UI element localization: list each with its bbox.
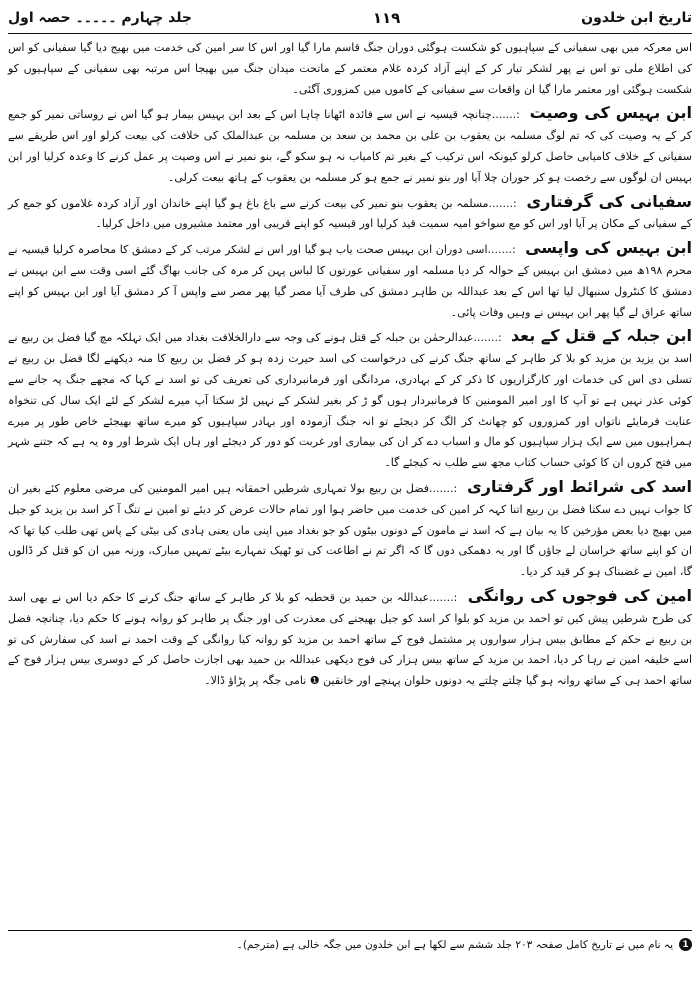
header-rule (8, 33, 692, 34)
paragraph-3-text: :.......مسلمہ بن یعقوب بنو نمیر کی بیعت کرنے سے باغ باغ ہو گیا اپنے خاندان اور آزاد کردہ غلاموں کو جمع کر کے سفیانی کے مکان پر آیا اور اس کو مع سواخو امیہ سمیت قید کرلیا اور قیسیہ کو اپنے قریبی اور معتمد مشیروں میں داخل کرلیا۔ (8, 196, 692, 231)
paragraph-5-text: :.......عبدالرحمٰن بن جبلہ کے قتل ہونے کی وجہ سے دارالخلافت بغداد میں ایک تہلکہ مچ گیا فضل بن ربیع نے اسد بن یزید بن مزید کو بلا کر طاہر کے ساتھ جنگ کرنے کی درخواست کی اسد حیرت زدہ ہو کر فضل بن ربیع کا منہ دیکھنے لگا فضل بن ربیع نے تسلی دی اس کی خدمات اور کارگزاریوں کا ذکر کر کے بہادری، مردانگی اور فرمانبرداری کی تعریف کی تو اسد نے کہا کہ مجھے جنگ پہ جانے سے کوئی عذر نہیں ہے تو آپ کا اور امیر المومنین کا فرمانبردار ہوں گو ڑ کر بغیر لشکر کے نہیں لڑ سکتا آپ میرے لشکر کے لئے ایک سال کی تنخواہ عنایت فرمایئے ناتواں اور کمزوروں کو چھانٹ کر الگ کر دیجئے تو انہ جنگ آزمودہ اور بہادر سپاہیوں کو میرے ساتھ بھیجئے خاص طور پر میرے ہمراہیوں میں سے ایک ہزار سپاہیوں کو مال و اسباب دے کر ان کی بیماری اور غربت کو دور کر دیجئے اور ہاں ایک شرط اور وہ یہ ہے کہ جتنے شہر میں فتح کروں ان کا کوئی حساب کتاب مجھ سے طلب نہ کیجئے گا۔ (8, 331, 692, 470)
section-heading-ibn-bahis-will: ابن بہیس کی وصیت (529, 103, 693, 123)
paragraph-2-text: :.......چنانچہ قیسیہ نے اس سے فائدہ اٹھانا چاہا اس کے بعد ابن بہیس بیمار ہو گیا اس نے روساتی نمیر کو جمع کر کے یہ وصیت کی کہ تم لوگ مسلمہ بن یعقوب بن علی بن محمد بن سعد بن مسلمہ بن عبدالملک کی خلافت کی بیعت کرلو اور اس طریقے سے سفیانی کے خلاف کامیابی حاصل کرلو کیونکہ اس ترکیب کے بغیر تم کامیاب نہ ہو سکو گے، بنو نمیر نے اس وصیت پر عمل کرنے کا وعدہ کرلیا اور ابن بہیس ان لوگوں سے رخصت ہو کر حوران چلا آیا اور بنو نمیر نے جمع ہو کر مسلمہ بن یعقوب کے ہاتھ بیعت کرلی۔ (8, 108, 692, 184)
section-heading-after-ibn-jabala: ابن جبلہ کے قتل کے بعد (510, 326, 693, 346)
footnote (8, 938, 692, 951)
section-heading-ibn-bahis-return: ابن بہیس کی واپسی (525, 238, 693, 258)
page-number: ۱۱۹ (372, 9, 401, 27)
paragraph-7-text: :.......عبداللہ بن حمید بن قحطبہ کو بلا کر طاہر کے ساتھ جنگ کرنے کا حکم دیا اس نے بھی اسد کی طرح شرطیں پیش کیں تو احمد بن مزید کو بلوا کر اسد کو جیل بھیجنے کی معذرت کی اور جنگ پر طاہر کو روانہ ہونے کا حکم دیا، چنانچہ فضل بن ربیع نے حکم کے مطابق بیس ہزار سواروں پر مشتمل فوج کے ساتھ احمد بن مزید کو روانہ کیا روانگی کے وقت احمد نے اسد کی سفارش کی تو اسے خلیفہ امین نے رہا کر دیا، احمد بن مزید کے ساتھ بیس ہزار کی فوج دیکھی عبداللہ بن حمید بھی اجازت حاصل کر کے دوسری بیس ہزار فوج کے ساتھ احمد ہی کے ساتھ روانہ ہو گیا چلتے چلتے یہ دونوں حلوان پہنچے اور خانقین ❶ نامی جگہ پر پڑاؤ ڈالا۔ (8, 590, 692, 688)
page-body (8, 38, 692, 695)
paragraph-1-text: اس معرکہ میں بھی سفیانی کے سپاہیوں کو شکست ہوگئی دوران جنگ قاسم مارا گیا اور اس کا سر امین کی خدمت میں بھیج دیا گیا سفیانی کو اس کی اطلاع ملی تو اس نے پھر لشکر تیار کر کے اپنے آزاد کردہ غلام معتمر کے ماتحت میدان جنگ میں بھیجا اس مرتبہ بھی سفیانی کے سپاہیوں کو شکست ہوگئی اور معتمر مارا گیا ان واقعات سے سفیانی کے کاموں میں کمزوری آگئی۔ (8, 41, 692, 96)
footnote-marker: 1 (679, 938, 692, 951)
paragraph-7 (8, 586, 692, 692)
section-heading-sufyani-arrest: سفیانی کی گرفتاری (526, 191, 693, 211)
footnote-rule (8, 930, 692, 931)
footnote-text: یہ نام میں نے تاریخ کامل صفحہ ۲۰۳ جلد ششم سے لکھا ہے ابن خلدون میں جگہ خالی ہے (مترجم)۔ (236, 938, 673, 951)
paragraph-6-text: :.......فضل بن ربیع بولا تمہاری شرطیں احمقانہ ہیں امیر المومنین کی مرضی معلوم کئے بغیر ان کا جواب نہیں دے سکتا فضل بن ربیع اتنا کہہ کر امین کی خدمت میں حاضر ہوا اور تمام حالات عرض کر دیئے تو امین نے تنگ آ کر اسد بن یزید کو جیل میں بھیج دیا بعض مؤرخین کا یہ بیان ہے کہ اسد نے مامون کے دونوں بیٹوں کو جو بغداد میں اپنی ماں یعنی ہادی کی بیٹی کے پاس تھی طلب کیا تھا کہ ان کو اپنے ساتھ خراسان لے جاؤں گا اور یہ دھمکی دوں گا کہ اگر تم نے اطاعت کی تو ٹھیک تمہارے بیٹے تمہیں مبارک، ورنہ میں ان کو قتل کر ڈالوں گا، امین نے غضبناک ہو کر قید کر دیا۔ (8, 481, 692, 579)
book-title: تاریخ ابن خلدون (581, 10, 692, 26)
section-heading-asad-conditions: اسد کی شرائط اور گرفتاری (467, 476, 693, 496)
paragraph-6 (8, 477, 692, 583)
section-heading-amin-armies: امین کی فوجوں کی روانگی (467, 585, 693, 605)
volume-label: جلد چہارم ۔۔۔۔۔ حصہ اول (8, 10, 193, 26)
paragraph-3 (8, 192, 692, 236)
paragraph-4-text: :.......اسی دوران ابن بہیس صحت یاب ہو گیا اور اس نے لشکر مرتب کر کے دمشق کا محاصرہ کرلیا قیسیہ نے محرم ۱۹۸ھ میں دمشق ابن بہیس کے حوالہ کر دیا مسلمہ اور سفیانی عورتوں کا لباس پہن کر مرہ کی جانب بھاگ گئے اسی وقت سے ابن بہیس نے دمشق کا کنٹرول سنبھال لیا تھا اس کے بعد عبداللہ بن طاہر دمشق کی طرف آیا مصر گیا پھر مصر سے واپس آ کر دمشق آیا اور ابن بہیس کو اپنے ساتھ عراق لے گیا پھر ابن بہیس نے وہیں وفات پائی۔ (8, 243, 692, 319)
paragraph-2 (8, 103, 692, 188)
paragraph-5 (8, 326, 692, 474)
paragraph-4 (8, 238, 692, 323)
paragraph-1 (8, 38, 692, 100)
page-header (8, 6, 692, 30)
